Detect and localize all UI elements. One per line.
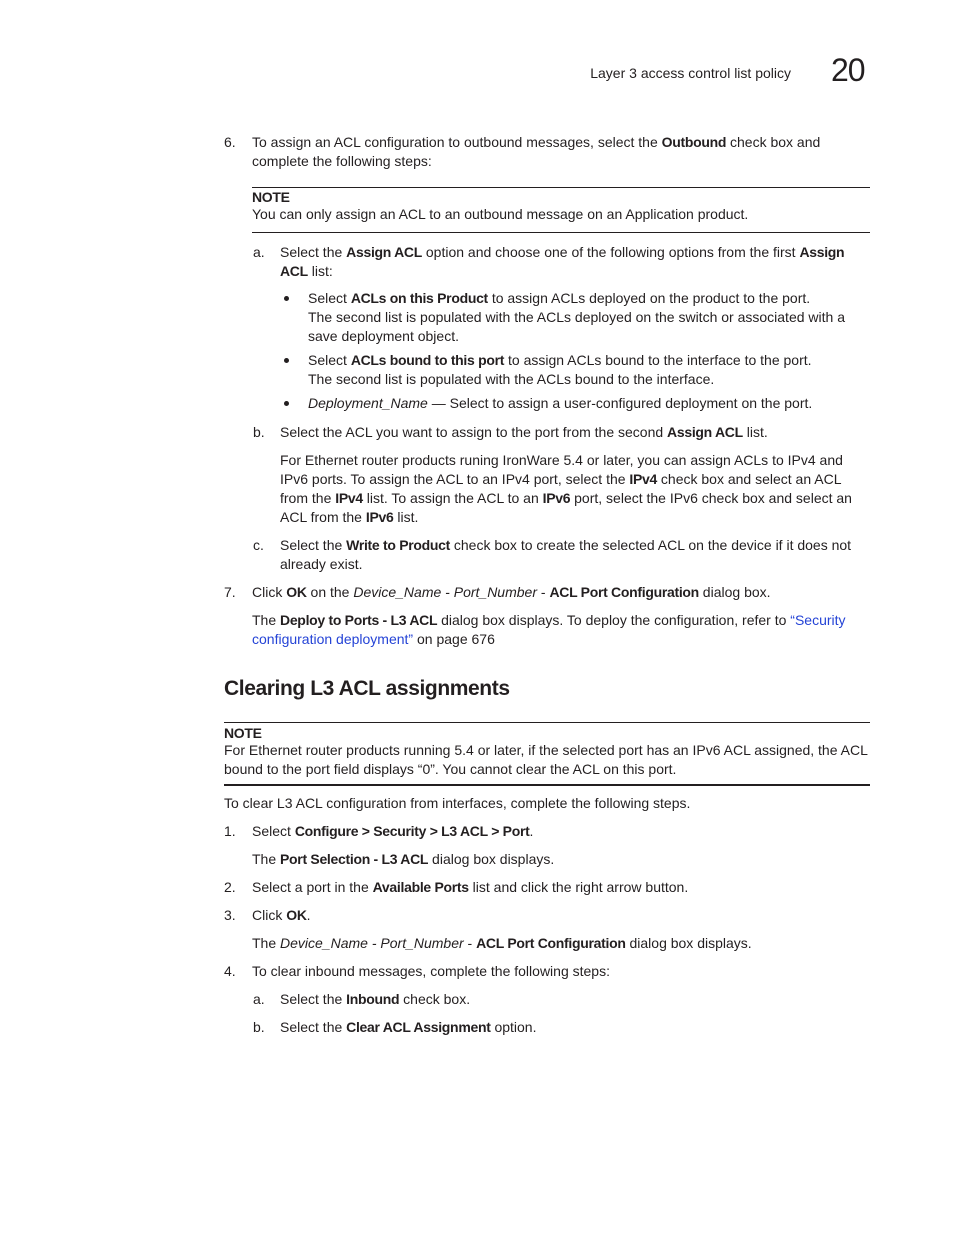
bullet-list: [280, 289, 870, 413]
bullet-detail: The second list is populated with the ACLs deployed on the switch or associated with a save deployment object.: [308, 309, 845, 344]
body-text: list.: [742, 424, 768, 440]
body-text: Click: [252, 907, 287, 923]
body-text: Select the: [280, 991, 347, 1007]
body-text: Select the: [280, 537, 347, 553]
bullet-detail: The second list is populated with the ACLs bound to the interface.: [308, 371, 715, 387]
step-body: [252, 822, 870, 869]
body-text: check box to create the selected ACL on the device if it does not already exist.: [280, 537, 852, 572]
step-text: [252, 133, 870, 171]
step-body: [252, 906, 870, 953]
body-text: dialog box displays.: [625, 935, 752, 951]
bullet-icon: [284, 358, 289, 363]
body-text: dialog box.: [698, 584, 771, 600]
ui-label: Assign ACL: [346, 244, 422, 260]
ui-label: Assign ACL: [667, 424, 743, 440]
body-text: list.: [393, 509, 419, 525]
body-text: .: [529, 823, 534, 839]
ui-label: ACLs bound to this port: [350, 352, 505, 368]
step-1: [224, 822, 870, 869]
substep-text: [280, 423, 870, 442]
variable-name: Device_Name: [353, 584, 442, 600]
body-text: .: [306, 907, 311, 923]
ui-label: ACL Port Configuration: [549, 584, 699, 600]
substep-letter: b.: [253, 1019, 265, 1035]
step-text: [252, 583, 870, 602]
body-text: Select the: [280, 244, 347, 260]
body-text: -: [463, 935, 477, 951]
step-number: 2.: [224, 879, 236, 895]
note-box: [252, 187, 870, 233]
bullet-text: [308, 289, 870, 308]
body-text: list. To assign the ACL to an: [362, 490, 543, 506]
list-item: [280, 289, 870, 346]
variable-name: Port_Number: [380, 935, 464, 951]
body-text: port, select the IPv6 check box and select an ACL from the: [280, 490, 852, 525]
cross-reference-link[interactable]: “Security configuration deployment”: [252, 612, 846, 647]
ui-label: Inbound: [346, 991, 400, 1007]
ui-label: Available Ports: [372, 879, 469, 895]
ui-label: IPv6: [365, 509, 394, 525]
section-heading: Clearing L3 ACL assignments: [224, 677, 510, 700]
note-label: NOTE: [224, 725, 262, 741]
body-text: list and click the right arrow button.: [468, 879, 689, 895]
body-text: The: [252, 851, 281, 867]
step-body: [252, 583, 870, 649]
step-text: [252, 906, 870, 925]
ui-label: Clear ACL Assignment: [346, 1019, 491, 1035]
substep-b: [252, 1018, 870, 1037]
body-text: Select: [308, 352, 351, 368]
substep-letter: b.: [253, 424, 265, 440]
body-text: To assign an ACL configuration to outbound messages, select the: [252, 134, 662, 150]
body-text: check box and select an ACL from the: [280, 471, 841, 506]
step-detail: [252, 611, 870, 649]
step-body: [252, 133, 870, 574]
body-text: check box and complete the following steps:: [252, 134, 821, 169]
body-text: -: [537, 584, 550, 600]
ui-label: Outbound: [661, 134, 727, 150]
body-text: on page 676: [413, 631, 495, 647]
menu-path: Configure > Security > L3 ACL > Port: [294, 823, 530, 839]
body-text: option.: [490, 1019, 537, 1035]
step-2: [224, 878, 870, 897]
substep-a: [252, 990, 870, 1009]
note-text: For Ethernet router products running 5.4 or later, if the selected port has an IPv6 ACL assigned, the ACL bound to the port field displays “0”. You cannot clear the ACL on this port.: [224, 742, 868, 777]
step-number: 4.: [224, 963, 236, 979]
note-text: You can only assign an ACL to an outbound message on an Application product.: [252, 206, 749, 222]
list-item: [280, 351, 870, 389]
step-3: [224, 906, 870, 953]
running-header-title: Layer 3 access control list policy: [590, 65, 791, 81]
substep-letter: a.: [253, 991, 265, 1007]
chapter-number: 20: [831, 52, 865, 88]
step-detail: [252, 934, 870, 953]
ui-label: Assign ACL: [280, 244, 845, 279]
body-text: — Select to assign a user-configured deployment on the port.: [427, 395, 813, 411]
ui-label: IPv4: [335, 490, 363, 506]
body-text: To clear inbound messages, complete the following steps:: [252, 963, 610, 979]
body-text: The: [252, 612, 281, 628]
substep-c: [252, 536, 870, 574]
body-text: Select the ACL you want to assign to the port from the second: [280, 424, 668, 440]
ui-label: ACLs on this Product: [350, 290, 488, 306]
body-text: Select a port in the: [252, 879, 373, 895]
step-text: [252, 878, 870, 897]
substep-text: [280, 243, 870, 281]
ui-label: OK: [286, 907, 307, 923]
step-body: [252, 878, 870, 897]
body-text: Select the: [280, 1019, 347, 1035]
running-header: [590, 64, 791, 83]
body-text: Select: [308, 290, 351, 306]
note-box: [224, 722, 870, 786]
bullet-icon: [284, 401, 289, 406]
procedure-intro: To clear L3 ACL configuration from interfaces, complete the following steps.: [224, 795, 691, 811]
note-label: NOTE: [252, 189, 290, 205]
ui-label: Port Selection - L3 ACL: [280, 851, 429, 867]
body-text: to assign ACLs deployed on the product to the port.: [487, 290, 811, 306]
body-text: check box.: [399, 991, 471, 1007]
step-number: 7.: [224, 584, 236, 600]
step-6: [224, 133, 870, 574]
ui-label: ACL Port Configuration: [476, 935, 626, 951]
step-detail: [252, 850, 870, 869]
ui-label: Write to Product: [346, 537, 450, 553]
substep-text: [280, 1018, 870, 1037]
body-text: Select: [252, 823, 295, 839]
bullet-icon: [284, 296, 289, 301]
step-number: 6.: [224, 134, 236, 150]
step-7: [224, 583, 870, 649]
body-text: The: [252, 935, 281, 951]
body-text: dialog box displays. To deploy the configuration, refer to: [437, 612, 791, 628]
body-text: -: [367, 935, 381, 951]
body-text: on the: [306, 584, 354, 600]
step-text: [252, 822, 870, 841]
bullet-text: [308, 394, 870, 413]
ui-label: IPv4: [629, 471, 658, 487]
step-text: [252, 962, 870, 981]
substep-letter: c.: [253, 537, 264, 553]
list-item: [280, 394, 870, 413]
variable-name: Port_Number: [453, 584, 537, 600]
step-4: [224, 962, 870, 1037]
body-text: option and choose one of the following options from the first: [421, 244, 800, 260]
substep-detail: [280, 451, 870, 527]
substep-text: [280, 536, 870, 574]
step-body: [252, 962, 870, 1037]
body-text: to assign ACLs bound to the interface to the port.: [504, 352, 812, 368]
substep-text: [280, 990, 870, 1009]
body-text: dialog box displays.: [428, 851, 555, 867]
step-number: 1.: [224, 823, 236, 839]
ui-label: IPv6: [542, 490, 571, 506]
body-text: -: [441, 584, 454, 600]
body-text: For Ethernet router products runing IronWare 5.4 or later, you can assign ACLs to IPv4 and IPv6 ports. To assign the ACL to an IPv4 port, select the: [280, 452, 843, 487]
substep-letter: a.: [253, 244, 265, 260]
bullet-text: [308, 351, 870, 370]
ui-label: OK: [286, 584, 307, 600]
body-text: list:: [307, 263, 333, 279]
variable-name: Device_Name: [280, 935, 368, 951]
substep-a: [252, 243, 870, 413]
variable-name: Deployment_Name: [308, 395, 428, 411]
main-content: [224, 133, 870, 1037]
substep-b: [252, 423, 870, 527]
body-text: Click: [252, 584, 287, 600]
ui-label: Deploy to Ports - L3 ACL: [280, 612, 438, 628]
step-number: 3.: [224, 907, 236, 923]
